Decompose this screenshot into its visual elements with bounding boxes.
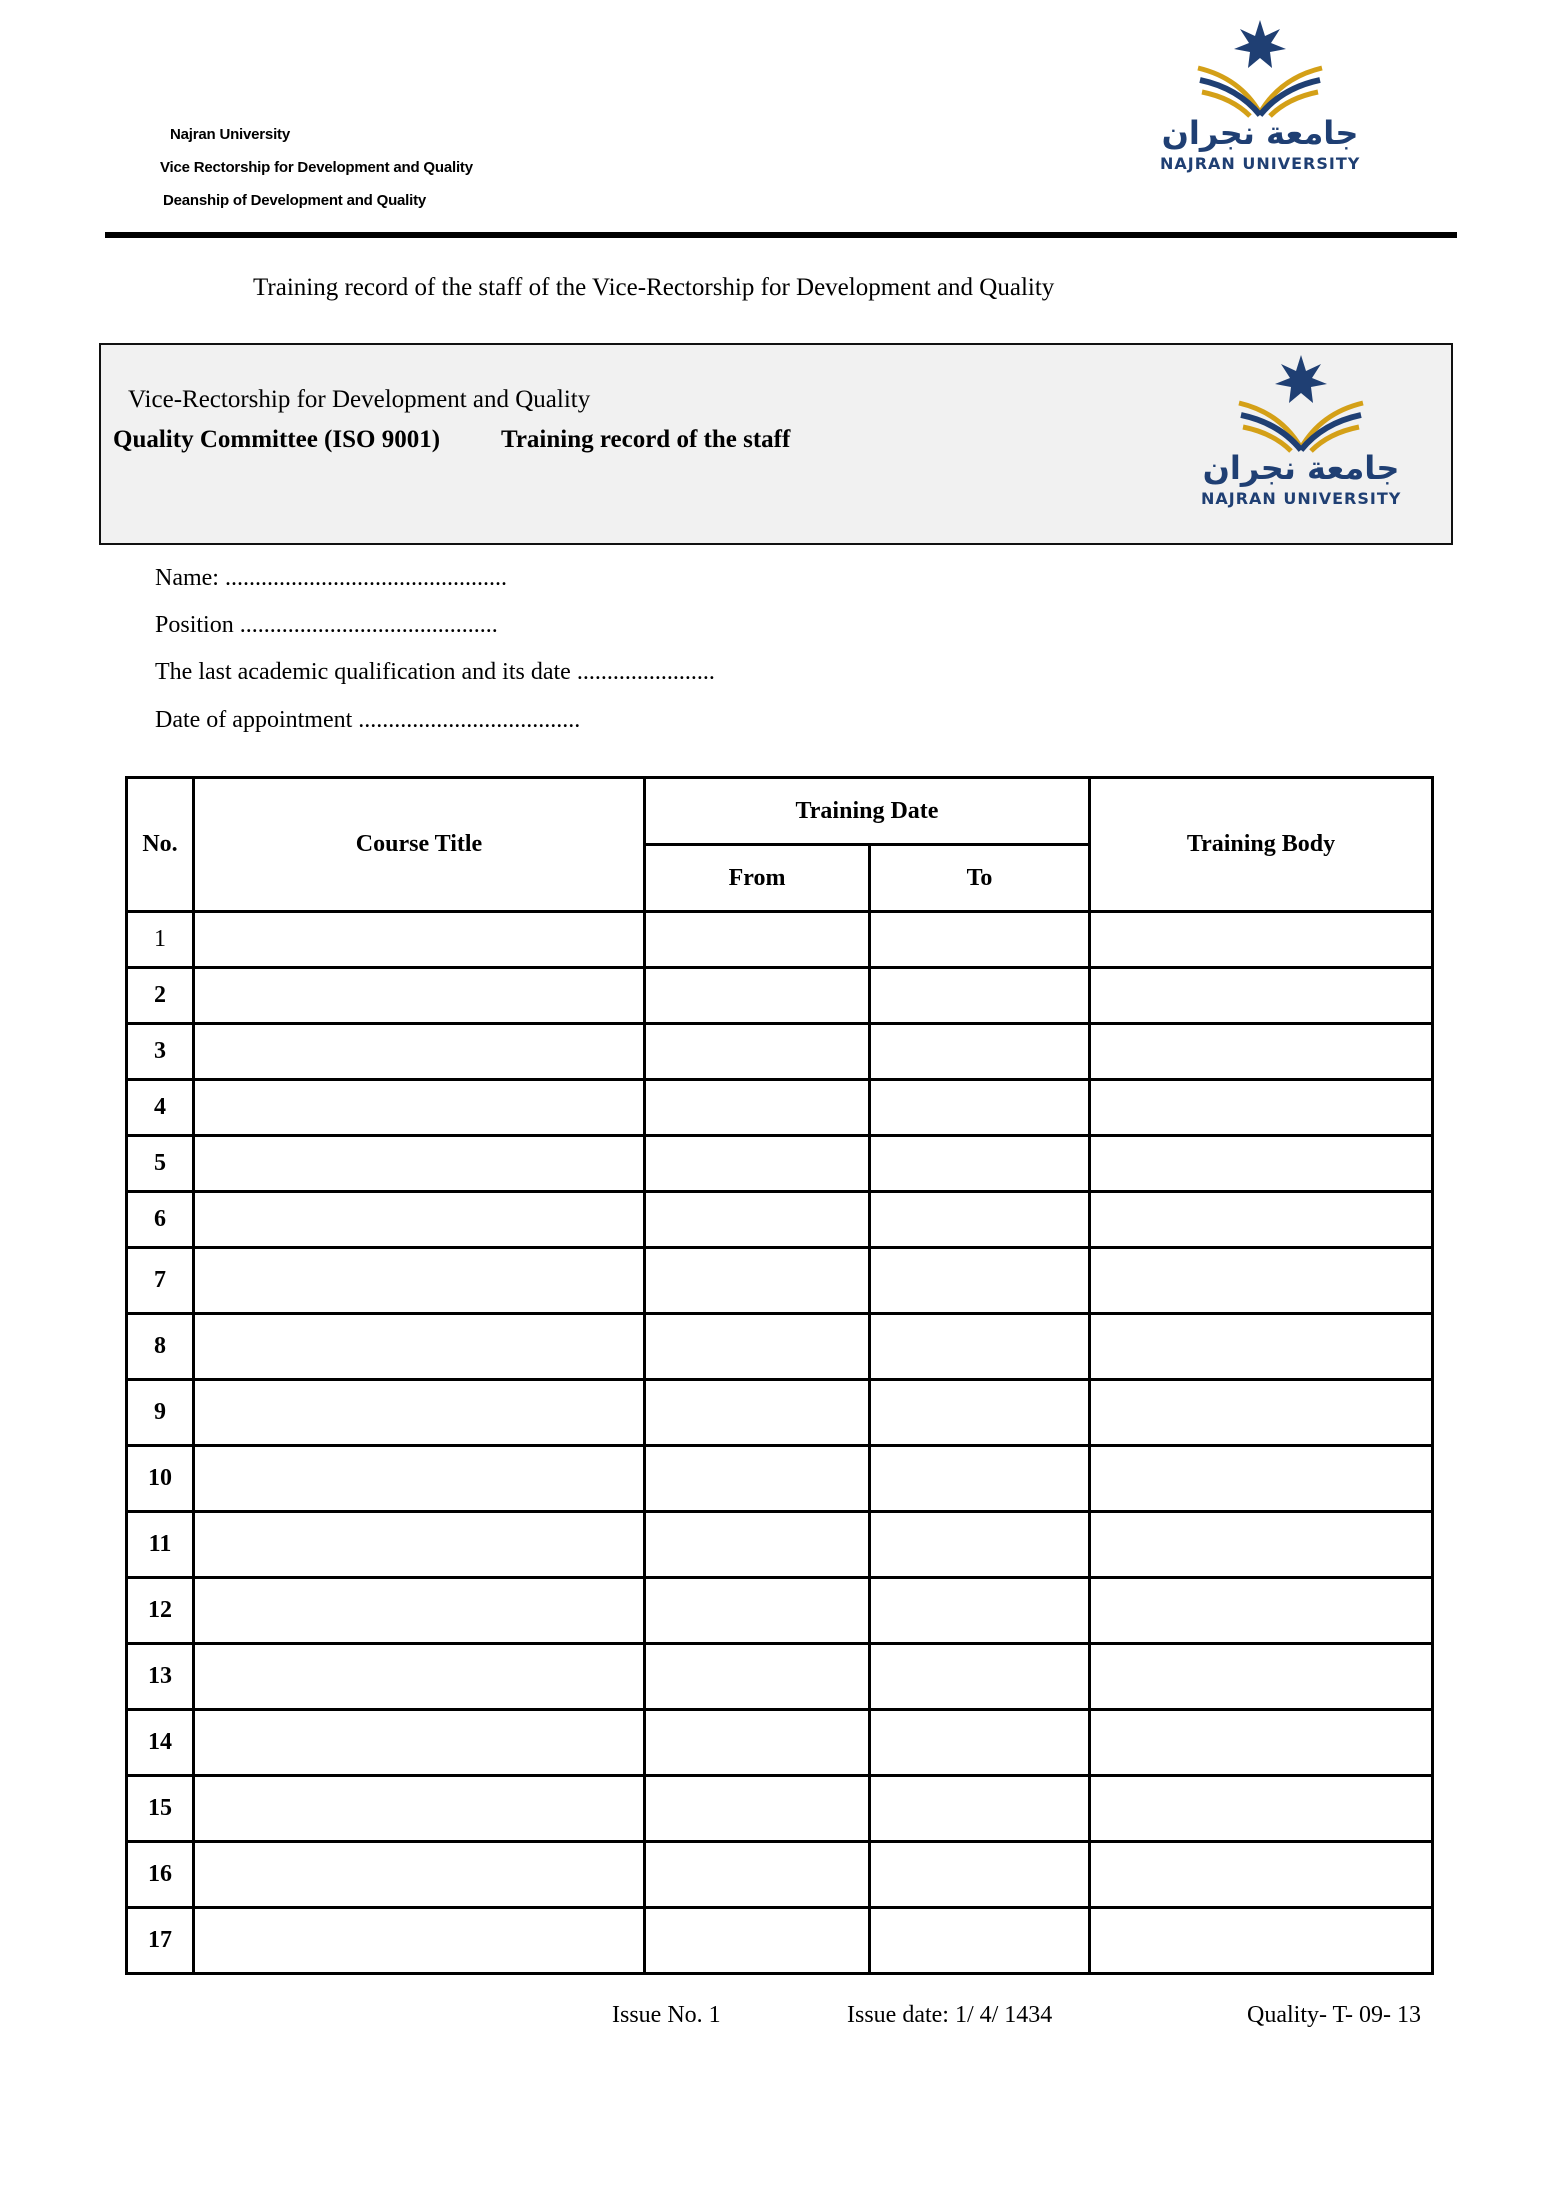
- header-training-body: Training Body: [1090, 778, 1433, 912]
- from-date-cell[interactable]: [645, 1136, 870, 1192]
- row-number-cell: 10: [127, 1446, 194, 1512]
- from-date-cell[interactable]: [645, 1446, 870, 1512]
- row-number-cell: 2: [127, 968, 194, 1024]
- row-number-cell: 9: [127, 1380, 194, 1446]
- table-row: [127, 1512, 1433, 1578]
- training-body-cell[interactable]: [1090, 1380, 1433, 1446]
- course-title-cell[interactable]: [194, 1578, 645, 1644]
- from-date-cell[interactable]: [645, 1248, 870, 1314]
- training-body-cell[interactable]: [1090, 912, 1433, 968]
- from-date-cell[interactable]: [645, 912, 870, 968]
- table-row: [127, 1080, 1433, 1136]
- to-date-cell[interactable]: [870, 1314, 1090, 1380]
- course-title-cell[interactable]: [194, 1644, 645, 1710]
- from-date-cell[interactable]: [645, 1380, 870, 1446]
- issue-date: Issue date: 1/ 4/ 1434: [847, 2002, 1053, 2028]
- table-row: [127, 1136, 1433, 1192]
- course-title-cell[interactable]: [194, 912, 645, 968]
- from-date-cell[interactable]: [645, 1644, 870, 1710]
- training-body-cell[interactable]: [1090, 1578, 1433, 1644]
- training-body-cell[interactable]: [1090, 1908, 1433, 1974]
- university-logo: [1160, 18, 1360, 178]
- table-row: [127, 1908, 1433, 1974]
- training-body-cell[interactable]: [1090, 1136, 1433, 1192]
- training-body-cell[interactable]: [1090, 1192, 1433, 1248]
- row-number-cell: 17: [127, 1908, 194, 1974]
- star-emblem-icon: [1201, 353, 1401, 453]
- institution-name: Najran University: [170, 126, 290, 143]
- course-title-cell[interactable]: [194, 1842, 645, 1908]
- row-number-cell: 7: [127, 1248, 194, 1314]
- row-number-cell: 15: [127, 1776, 194, 1842]
- row-number-cell: 14: [127, 1710, 194, 1776]
- training-body-cell[interactable]: [1090, 1080, 1433, 1136]
- name-field[interactable]: [155, 564, 507, 592]
- form-header-box: [99, 343, 1453, 545]
- course-title-cell[interactable]: [194, 1314, 645, 1380]
- box-university-logo: [1201, 353, 1401, 513]
- to-date-cell[interactable]: [870, 1842, 1090, 1908]
- to-date-cell[interactable]: [870, 1024, 1090, 1080]
- position-label: Position: [155, 612, 234, 638]
- from-date-cell[interactable]: [645, 1024, 870, 1080]
- issue-number: Issue No. 1: [612, 2002, 721, 2028]
- training-body-cell[interactable]: [1090, 1024, 1433, 1080]
- logo-arabic-name: جامعة نجران: [1161, 114, 1359, 152]
- training-body-cell[interactable]: [1090, 968, 1433, 1024]
- course-title-cell[interactable]: [194, 1776, 645, 1842]
- table-row: [127, 1248, 1433, 1314]
- from-date-cell[interactable]: [645, 1776, 870, 1842]
- table-row: [127, 968, 1433, 1024]
- table-row: [127, 1314, 1433, 1380]
- qualification-field[interactable]: [155, 658, 715, 686]
- table-row: [127, 1578, 1433, 1644]
- to-date-cell[interactable]: [870, 1644, 1090, 1710]
- to-date-cell[interactable]: [870, 1446, 1090, 1512]
- from-date-cell[interactable]: [645, 1080, 870, 1136]
- row-number-cell: 8: [127, 1314, 194, 1380]
- training-body-cell[interactable]: [1090, 1776, 1433, 1842]
- to-date-cell[interactable]: [870, 1136, 1090, 1192]
- row-number-cell: 13: [127, 1644, 194, 1710]
- form-code: Quality- T- 09- 13: [1247, 2002, 1421, 2028]
- qualification-label: The last academic qualification and its date: [155, 659, 571, 685]
- course-title-cell[interactable]: [194, 1192, 645, 1248]
- to-date-cell[interactable]: [870, 1578, 1090, 1644]
- course-title-cell[interactable]: [194, 1080, 645, 1136]
- training-body-cell[interactable]: [1090, 1446, 1433, 1512]
- table-row: [127, 912, 1433, 968]
- course-title-cell[interactable]: [194, 1136, 645, 1192]
- to-date-cell[interactable]: [870, 1512, 1090, 1578]
- from-date-cell[interactable]: [645, 1578, 870, 1644]
- course-title-cell[interactable]: [194, 1908, 645, 1974]
- row-number-cell: 1: [127, 912, 194, 968]
- to-date-cell[interactable]: [870, 1908, 1090, 1974]
- course-title-cell[interactable]: [194, 1446, 645, 1512]
- from-date-cell[interactable]: [645, 1710, 870, 1776]
- training-body-cell[interactable]: [1090, 1842, 1433, 1908]
- deanship-line: Deanship of Development and Quality: [163, 192, 427, 209]
- row-number-cell: 16: [127, 1842, 194, 1908]
- to-date-cell[interactable]: [870, 1080, 1090, 1136]
- course-title-cell[interactable]: [194, 1024, 645, 1080]
- row-number-cell: 6: [127, 1192, 194, 1248]
- to-date-cell[interactable]: [870, 1192, 1090, 1248]
- committee-label: Quality Committee (ISO 9001): [113, 426, 441, 453]
- header-course-title: Course Title: [194, 778, 645, 912]
- from-date-cell[interactable]: [645, 1908, 870, 1974]
- record-title: Training record of the staff: [501, 426, 791, 453]
- vice-rectorship-line: Vice Rectorship for Development and Quality: [160, 159, 473, 176]
- table-row: [127, 1842, 1433, 1908]
- name-value[interactable]: ...............................................: [224, 565, 507, 591]
- row-number-cell: 11: [127, 1512, 194, 1578]
- table-row: [127, 1710, 1433, 1776]
- course-title-cell[interactable]: [194, 1380, 645, 1446]
- to-date-cell[interactable]: [870, 1776, 1090, 1842]
- from-date-cell[interactable]: [645, 968, 870, 1024]
- header-no: No.: [127, 778, 194, 912]
- appointment-date-field[interactable]: [155, 706, 580, 734]
- training-body-cell[interactable]: [1090, 1644, 1433, 1710]
- training-body-cell[interactable]: [1090, 1314, 1433, 1380]
- box-subtitle: Vice-Rectorship for Development and Quality: [128, 386, 591, 413]
- logo-english-name: NAJRAN UNIVERSITY: [1160, 154, 1361, 173]
- qualification-value[interactable]: .......................: [576, 659, 715, 685]
- logo-arabic-name: جامعة نجران: [1202, 449, 1400, 487]
- to-date-cell[interactable]: [870, 968, 1090, 1024]
- logo-english-name: NAJRAN UNIVERSITY: [1201, 489, 1402, 508]
- course-title-cell[interactable]: [194, 968, 645, 1024]
- course-title-cell[interactable]: [194, 1248, 645, 1314]
- from-date-cell[interactable]: [645, 1192, 870, 1248]
- to-date-cell[interactable]: [870, 1380, 1090, 1446]
- position-value[interactable]: ...........................................: [239, 612, 498, 638]
- appointment-date-label: Date of appointment: [155, 707, 353, 733]
- from-date-cell[interactable]: [645, 1512, 870, 1578]
- row-number-cell: 3: [127, 1024, 194, 1080]
- training-body-cell[interactable]: [1090, 1710, 1433, 1776]
- header-from: From: [645, 845, 870, 912]
- appointment-date-value[interactable]: .....................................: [358, 707, 581, 733]
- training-body-cell[interactable]: [1090, 1512, 1433, 1578]
- to-date-cell[interactable]: [870, 1248, 1090, 1314]
- name-label: Name:: [155, 565, 219, 591]
- position-field[interactable]: [155, 611, 498, 639]
- from-date-cell[interactable]: [645, 1314, 870, 1380]
- table-row: [127, 1644, 1433, 1710]
- table-row: [127, 1192, 1433, 1248]
- table-row: [127, 1380, 1433, 1446]
- star-emblem-icon: [1160, 18, 1360, 118]
- row-number-cell: 5: [127, 1136, 194, 1192]
- row-number-cell: 4: [127, 1080, 194, 1136]
- header-divider: [105, 232, 1457, 238]
- to-date-cell[interactable]: [870, 1710, 1090, 1776]
- course-title-cell[interactable]: [194, 1512, 645, 1578]
- course-title-cell[interactable]: [194, 1710, 645, 1776]
- header-training-date: Training Date: [645, 778, 1090, 845]
- training-body-cell[interactable]: [1090, 1248, 1433, 1314]
- from-date-cell[interactable]: [645, 1842, 870, 1908]
- row-number-cell: 12: [127, 1578, 194, 1644]
- header-to: To: [870, 845, 1090, 912]
- table-row: [127, 1024, 1433, 1080]
- table-row: [127, 1776, 1433, 1842]
- to-date-cell[interactable]: [870, 912, 1090, 968]
- document-title: Training record of the staff of the Vice-Rectorship for Development and Quality: [253, 274, 1055, 301]
- table-row: [127, 1446, 1433, 1512]
- training-record-table: [125, 776, 1434, 1975]
